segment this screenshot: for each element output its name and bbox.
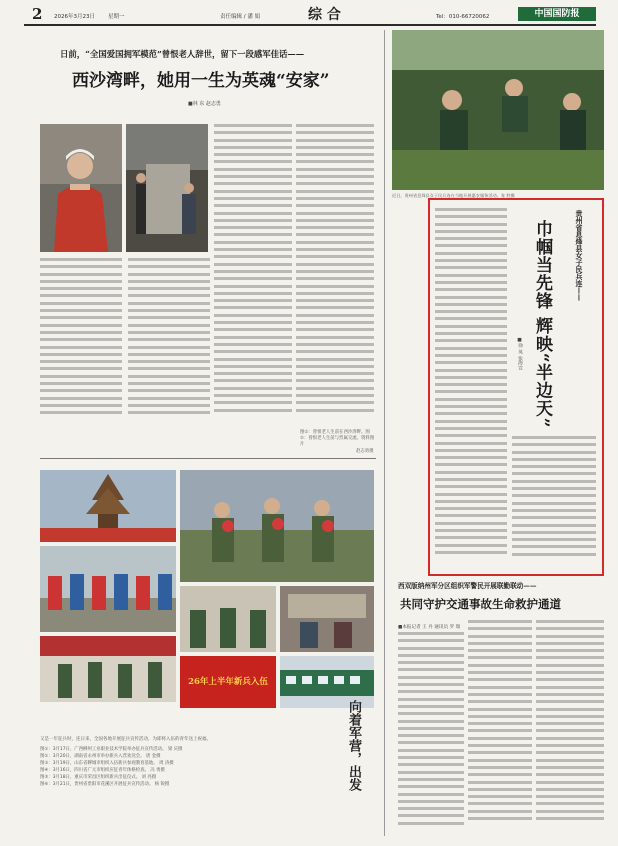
caption-item: 图⑤：3月18日，重庆市荣昌区组织新兵出征仪式。 刘 亮摄 [40,775,157,780]
photo-2-image [180,470,374,582]
masthead-logo [518,7,596,21]
article2-body-col1 [435,208,507,566]
column-divider [384,30,385,836]
photo-field-work [392,30,604,190]
page-number: 2 [32,5,43,23]
photo-story-caption: 又是一年征兵时，连日来，全国各地开展征兵宣传活动，为即将入伍的青年送上祝福。 [40,737,211,742]
article2-body-col2 [512,436,596,566]
article3-body-col1 [398,632,464,836]
photo-5-image [280,586,374,652]
photo-3-image [40,546,176,632]
article3-subtitle: 西双版纳州军分区组织军警民开展联勤联动—— [398,582,537,590]
article2-title: 巾帼当先锋 辉映“半边天” [532,220,552,429]
caption-item: 图③：3月19日，山东省聊城市组织入伍新兵参观教育基地。 周 涛摄 [40,761,174,766]
article2-photo-militia-farm [392,30,604,190]
article1-body-left [40,258,122,422]
article3-body-col3 [536,620,604,836]
photo-story-title: 向着军营，出发 [346,700,361,791]
article1-title: 西沙湾畔，她用一生为英魂“安家” [72,71,330,91]
article2-box [428,198,604,576]
article2-byline: ■徐 英 张海宣 [517,338,522,371]
section-title: 综 合 [308,7,341,23]
photo-banner-red [180,656,276,708]
article3-title: 共同守护交通事故生命救护通道 [400,597,561,611]
banner-text: 26年上半年新兵入伍 [188,677,268,687]
photo-1-drum-tower [40,470,176,542]
article1-kicker: 日前，“全国爱国拥军模范”曾恨老人辞世，留下一段感军佳话—— [60,49,305,59]
caption-item: 图⑥：3月21日，贵州省贵阳市花溪区开展征兵宣传活动。 杨 锐摄 [40,782,170,787]
issue-date: 2026年3月23日 [54,14,95,20]
article1-photo-monument [126,124,208,252]
photo-story-caption-list [40,746,336,788]
photo-2-soldiers-flowers [180,470,374,582]
article2-subtitle: 贵州省息烽县女子民兵连—— [575,210,584,301]
article2-photo-caption: 近日，贵州省息烽县女子民兵连在当地开展惠农服务活动。张 胜摄 [392,193,515,198]
caption-item: 图②：3月20日，湖南省永州市举办新兵入营欢送会。 唐 金摄 [40,754,161,759]
photo-portrait [40,124,122,252]
article1-source: 赵志勇摄 [356,449,374,454]
photo-story-grid [40,470,374,732]
photo-6-ceremony [40,636,176,702]
photo-3-parade [40,546,176,632]
page-header [24,6,596,26]
photo-4-image [180,586,276,652]
photo-1-image [40,470,176,542]
article1-divider [40,458,376,459]
phone-number: Tel：010-66720062 [436,14,490,20]
article3-byline: ■本报记者 王 丹 通讯员 罗 瑞 [398,625,461,630]
photo-monument-visit [126,124,208,252]
article1-photo-elderly-woman [40,124,122,252]
caption-item: 图④：3月16日，四川省广元市组织应征青年体格检查。 冯 勇摄 [40,768,165,773]
article1-caption: 图①：曾恨老人生前在西沙湾畔。图②：曾恨老人生前与烈属交流。资料图片 [300,430,375,447]
photo-6-image [40,636,176,702]
article1-body-col2 [128,258,210,422]
article1-byline: ■林 东 赵志勇 [188,101,221,107]
masthead-text: 中国国防报 [534,9,580,19]
caption-item: 图①：3月17日，广西柳州工业职业技术学院举办征兵宣传活动。 梁 庆摄 [40,747,183,752]
weekday: 星期一 [108,14,125,20]
article1-body-col3 [214,124,292,422]
editors: 责任编辑 / 潘 娟 [220,14,261,20]
article1-body-col4 [296,124,374,422]
article3-body-col2 [468,620,532,836]
photo-5-office [280,586,374,652]
photo-4-group [180,586,276,652]
article2-title-block [512,210,596,430]
